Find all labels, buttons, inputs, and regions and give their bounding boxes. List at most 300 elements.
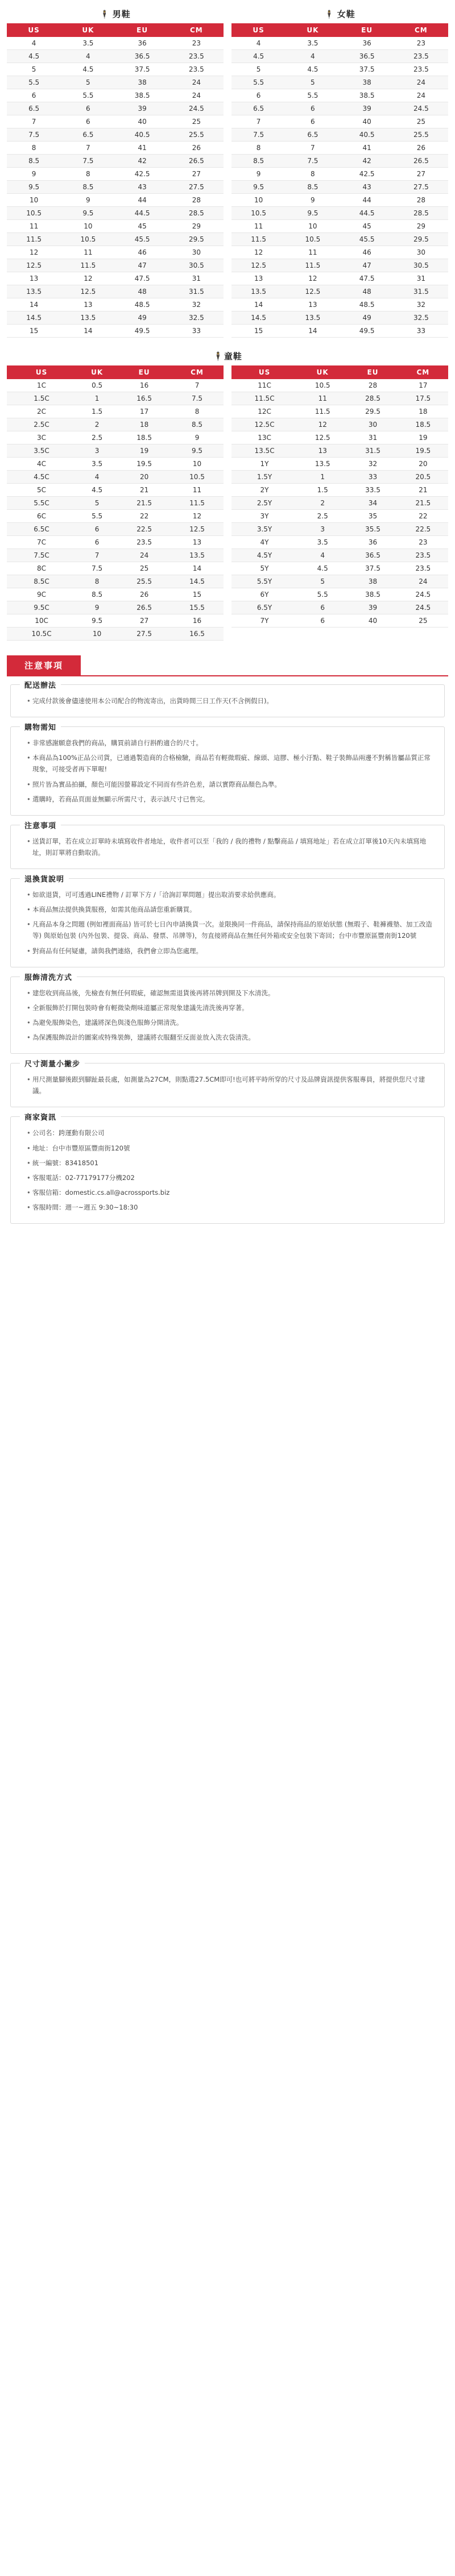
table-cell: 32 — [348, 458, 398, 471]
table-cell: 48 — [340, 285, 394, 298]
note-item: • 客服信箱：domestic.cs.all@acrossports.biz — [27, 1187, 436, 1198]
table-cell: 3Y — [231, 510, 297, 523]
table-cell: 6 — [297, 614, 348, 628]
table-cell: 4.5Y — [231, 549, 297, 562]
table-cell: 13.5 — [231, 285, 286, 298]
table-cell: 22.5 — [118, 523, 171, 536]
table-cell: 11.5 — [297, 405, 348, 418]
table-cell: 6 — [231, 89, 286, 102]
table-cell: 10C — [7, 614, 76, 628]
note-section-legend: 配送辦法 — [20, 679, 61, 690]
table-row — [7, 285, 224, 298]
table-cell: 13 — [231, 272, 286, 285]
size-guide-page — [0, 0, 455, 1250]
table-cell: 5.5 — [286, 89, 340, 102]
note-section-legend: 尺寸測量小撇步 — [20, 1058, 85, 1069]
table-cell: 1 — [76, 392, 118, 405]
column-header: UK — [286, 23, 340, 37]
table-row — [7, 102, 224, 115]
table-cell: 36 — [348, 536, 398, 549]
table-cell: 7Y — [231, 614, 297, 628]
table-row — [7, 142, 224, 155]
table-cell: 5.5 — [76, 510, 118, 523]
table-cell: 9 — [76, 601, 118, 614]
table-row — [231, 194, 448, 207]
table-cell: 45.5 — [340, 233, 394, 246]
table-cell: 19 — [118, 444, 171, 458]
table-cell: 25 — [398, 614, 448, 628]
table-cell: 23.5 — [169, 63, 224, 76]
note-item: • 本商品為100%正品公司貨，已通過製造商的合格檢驗，商品若有輕微瑕疵、線頭、這膠、極小汙點、鞋子裝飾品兩邊不對稱皆屬品質正常現象，可接受者再下單喔! — [27, 752, 436, 775]
table-cell: 19.5 — [118, 458, 171, 471]
table-cell: 10.5 — [231, 207, 286, 220]
table-cell: 46 — [115, 246, 169, 259]
table-cell: 12.5 — [61, 285, 115, 298]
table-cell: 22 — [118, 510, 171, 523]
table-cell: 22.5 — [398, 523, 448, 536]
table-cell: 22 — [398, 510, 448, 523]
table-row — [231, 392, 448, 405]
table-cell: 1.5 — [76, 405, 118, 418]
table-row — [7, 523, 224, 536]
kids-left-table-body — [7, 379, 224, 641]
table-cell: 24.5 — [169, 102, 224, 115]
table-row — [231, 63, 448, 76]
column-header: US — [7, 365, 76, 379]
table-cell: 36 — [115, 37, 169, 50]
table-cell: 8.5 — [286, 181, 340, 194]
table-row — [231, 418, 448, 431]
table-row — [7, 168, 224, 181]
table-cell: 30 — [348, 418, 398, 431]
table-row — [7, 628, 224, 641]
table-cell: 5 — [231, 63, 286, 76]
table-cell: 13 — [7, 272, 61, 285]
table-cell: 40 — [115, 115, 169, 128]
table-row — [231, 37, 448, 50]
table-row — [231, 471, 448, 484]
table-cell: 42.5 — [340, 168, 394, 181]
note-item: • 對商品有任何疑慮，請與我們連絡，我們會立即為您處理。 — [27, 945, 436, 957]
table-cell: 44.5 — [115, 207, 169, 220]
table-cell: 11.5 — [231, 233, 286, 246]
table-cell: 11.5 — [7, 233, 61, 246]
table-cell: 25 — [394, 115, 448, 128]
table-cell: 48.5 — [340, 298, 394, 311]
table-cell: 24 — [169, 76, 224, 89]
table-cell: 9.5 — [231, 181, 286, 194]
mens-table-body — [7, 37, 224, 338]
table-cell: 48.5 — [115, 298, 169, 311]
notes-heading: 注意事項 — [7, 655, 81, 675]
table-cell: 6.5 — [231, 102, 286, 115]
table-cell: 12 — [286, 272, 340, 285]
column-header: US — [231, 365, 297, 379]
note-section — [10, 1060, 445, 1107]
table-cell: 30.5 — [394, 259, 448, 272]
table-cell: 6.5 — [61, 128, 115, 142]
note-section — [10, 875, 445, 967]
table-cell: 12 — [7, 246, 61, 259]
table-cell: 2.5Y — [231, 497, 297, 510]
table-cell: 1 — [297, 471, 348, 484]
table-cell: 17 — [118, 405, 171, 418]
table-row — [231, 523, 448, 536]
table-row — [231, 431, 448, 444]
table-row — [7, 259, 224, 272]
table-cell: 38 — [348, 575, 398, 588]
table-cell: 6 — [76, 523, 118, 536]
table-cell: 8C — [7, 562, 76, 575]
table-row — [7, 155, 224, 168]
column-header: EU — [115, 23, 169, 37]
table-cell: 18.5 — [398, 418, 448, 431]
column-header: EU — [348, 365, 398, 379]
table-cell: 45 — [340, 220, 394, 233]
table-cell: 10.5 — [171, 471, 224, 484]
column-header: UK — [297, 365, 348, 379]
table-cell: 13 — [171, 536, 224, 549]
note-list — [19, 836, 436, 858]
table-cell: 9 — [171, 431, 224, 444]
table-cell: 5.5Y — [231, 575, 297, 588]
table-cell: 42.5 — [115, 168, 169, 181]
table-cell: 5.5 — [61, 89, 115, 102]
table-cell: 4.5 — [7, 50, 61, 63]
table-row — [231, 562, 448, 575]
table-cell: 11 — [297, 392, 348, 405]
table-cell: 10 — [76, 628, 118, 641]
table-cell: 16 — [118, 379, 171, 392]
table-cell: 27.5 — [394, 181, 448, 194]
note-section-legend: 注意事項 — [20, 820, 61, 830]
table-cell: 13 — [61, 298, 115, 311]
table-cell: 16 — [171, 614, 224, 628]
table-row — [231, 207, 448, 220]
table-cell: 6.5C — [7, 523, 76, 536]
table-cell: 30.5 — [169, 259, 224, 272]
table-cell: 40 — [348, 614, 398, 628]
table-row — [7, 37, 224, 50]
table-cell: 39 — [340, 102, 394, 115]
table-cell: 43 — [115, 181, 169, 194]
table-row — [7, 484, 224, 497]
table-cell: 8.5 — [61, 181, 115, 194]
table-cell: 45 — [115, 220, 169, 233]
table-cell: 37.5 — [115, 63, 169, 76]
table-cell: 4Y — [231, 536, 297, 549]
table-row — [7, 233, 224, 246]
table-cell: 13.5 — [286, 311, 340, 325]
column-header: UK — [61, 23, 115, 37]
note-section — [10, 1116, 445, 1224]
womens-table-title: 🕴 女鞋 — [324, 9, 355, 19]
table-row — [7, 220, 224, 233]
table-cell: 8.5C — [7, 575, 76, 588]
table-cell: 23 — [394, 37, 448, 50]
table-cell: 24 — [169, 89, 224, 102]
table-cell: 8.5 — [171, 418, 224, 431]
table-cell: 9 — [61, 194, 115, 207]
table-cell: 12 — [171, 510, 224, 523]
table-cell: 7.5 — [61, 155, 115, 168]
table-cell: 6Y — [231, 588, 297, 601]
table-row — [7, 536, 224, 549]
table-cell: 8.5 — [7, 155, 61, 168]
table-cell: 26.5 — [394, 155, 448, 168]
table-cell: 47.5 — [115, 272, 169, 285]
table-cell: 14.5 — [7, 311, 61, 325]
table-row — [7, 63, 224, 76]
table-row — [231, 311, 448, 325]
table-row — [231, 379, 448, 392]
table-cell: 19.5 — [398, 444, 448, 458]
table-cell: 14 — [286, 325, 340, 338]
note-item: • 送貨訂單，若在成立訂單時未填寫收件者地址，收件者可以至「我的 / 我的禮物 / 點擊商品 / 填寫地址」若在成立訂單後10天內未填寫地址，則訂單將自動取消。 — [27, 836, 436, 858]
table-cell: 11 — [171, 484, 224, 497]
table-cell: 7.5 — [231, 128, 286, 142]
note-item: • 凡商品本身之問題 (例如裡面商品) 皆可於七日內申請換貨一次。並限換同一件商品，請保持商品的原始狀態 (無瑕子、鞋褲襪墊、加工改造等) 與原始包裝 (內外包裝、提袋、商品、發票、吊牌等)，勿直接將商品在無任何外箱或安全包裝下寄回；台中市豐原區豐南街120號 — [27, 919, 436, 941]
note-section-legend: 退換貨說明 — [20, 873, 69, 884]
table-cell: 2 — [76, 418, 118, 431]
table-cell: 15 — [231, 325, 286, 338]
table-cell: 23.5 — [169, 50, 224, 63]
note-item: • 用尺測量腳後跟到腳趾最長處，如測量為27CM，則點選27.5CM即可!也可將平時所穿的尺寸及品牌資訊提供客服專員，將提供您尺寸建議。 — [27, 1074, 436, 1096]
table-cell: 16.5 — [118, 392, 171, 405]
table-cell: 28 — [394, 194, 448, 207]
table-cell: 12 — [297, 418, 348, 431]
table-cell: 9.5 — [76, 614, 118, 628]
column-header: CM — [394, 23, 448, 37]
table-cell: 5 — [76, 497, 118, 510]
table-cell: 7 — [76, 549, 118, 562]
table-cell: 6 — [286, 115, 340, 128]
table-row — [231, 601, 448, 614]
table-cell: 10.5 — [61, 233, 115, 246]
table-cell: 14.5 — [171, 575, 224, 588]
table-cell: 3.5 — [61, 37, 115, 50]
table-row — [231, 115, 448, 128]
table-cell: 3C — [7, 431, 76, 444]
table-cell: 36.5 — [115, 50, 169, 63]
table-cell: 2.5C — [7, 418, 76, 431]
note-item: • 非常感謝願意我們的商品，購買前請自行斟酌適合的尺寸。 — [27, 737, 436, 749]
table-cell: 5.5C — [7, 497, 76, 510]
table-cell: 1C — [7, 379, 76, 392]
table-row — [231, 220, 448, 233]
note-item: • 本商品無法提供換貨服務，如需其他商品請您重新購買。 — [27, 904, 436, 915]
table-cell: 33.5 — [348, 484, 398, 497]
table-cell: 29 — [169, 220, 224, 233]
table-row — [231, 272, 448, 285]
table-cell: 17 — [398, 379, 448, 392]
table-cell: 18 — [398, 405, 448, 418]
table-cell: 37.5 — [340, 63, 394, 76]
table-cell: 24 — [118, 549, 171, 562]
table-row — [7, 311, 224, 325]
table-cell: 25 — [118, 562, 171, 575]
table-cell: 4.5C — [7, 471, 76, 484]
note-list — [19, 987, 436, 1044]
table-cell: 6 — [61, 115, 115, 128]
table-cell: 42 — [340, 155, 394, 168]
table-row — [7, 272, 224, 285]
table-cell: 42 — [115, 155, 169, 168]
table-cell: 7.5 — [7, 128, 61, 142]
table-cell: 24 — [394, 89, 448, 102]
table-cell: 13.5C — [231, 444, 297, 458]
table-cell: 11.5 — [171, 497, 224, 510]
note-item: • 全新服飾於打開包裝時會有輕微染劑味道屬正常現象建議先清洗後再穿著。 — [27, 1002, 436, 1013]
table-cell: 10 — [231, 194, 286, 207]
table-cell: 4 — [231, 37, 286, 50]
table-cell: 9.5 — [286, 207, 340, 220]
table-cell: 11 — [7, 220, 61, 233]
table-row — [7, 588, 224, 601]
table-row — [231, 259, 448, 272]
notes-heading-wrap — [7, 655, 448, 676]
table-cell: 38 — [115, 76, 169, 89]
table-row — [231, 325, 448, 338]
table-row — [231, 549, 448, 562]
table-cell: 13C — [231, 431, 297, 444]
table-cell: 8 — [7, 142, 61, 155]
table-cell: 3.5 — [286, 37, 340, 50]
table-cell: 28 — [348, 379, 398, 392]
table-row — [231, 484, 448, 497]
table-cell: 9 — [231, 168, 286, 181]
table-row — [7, 575, 224, 588]
table-cell: 12.5 — [171, 523, 224, 536]
table-row — [231, 536, 448, 549]
table-row — [231, 181, 448, 194]
table-cell: 2C — [7, 405, 76, 418]
table-cell: 15 — [7, 325, 61, 338]
table-row — [7, 207, 224, 220]
table-cell: 4.5 — [297, 562, 348, 575]
table-cell: 4 — [61, 50, 115, 63]
table-cell: 10 — [171, 458, 224, 471]
table-cell: 31 — [394, 272, 448, 285]
table-cell: 36.5 — [348, 549, 398, 562]
table-cell: 36 — [340, 37, 394, 50]
column-header: EU — [118, 365, 171, 379]
column-header: EU — [340, 23, 394, 37]
note-item: • 統一編號：83418501 — [27, 1157, 436, 1169]
note-list — [19, 889, 436, 957]
table-cell: 29.5 — [394, 233, 448, 246]
table-cell: 27 — [394, 168, 448, 181]
table-cell: 30 — [169, 246, 224, 259]
table-cell: 45.5 — [115, 233, 169, 246]
mens-size-table — [7, 23, 224, 338]
person-icon: 🕴 — [100, 10, 110, 19]
table-cell: 5 — [297, 575, 348, 588]
note-section — [10, 684, 445, 717]
notes-sections — [7, 684, 448, 1224]
table-cell: 12.5 — [231, 259, 286, 272]
table-row — [231, 142, 448, 155]
table-cell: 0.5 — [76, 379, 118, 392]
table-cell: 4.5 — [76, 484, 118, 497]
note-item: • 地址：台中市豐原區豐南街120號 — [27, 1142, 436, 1154]
table-cell: 12 — [61, 272, 115, 285]
table-cell: 10 — [286, 220, 340, 233]
column-header: US — [231, 23, 286, 37]
table-cell: 43 — [340, 181, 394, 194]
table-cell: 7.5 — [171, 392, 224, 405]
table-cell: 8 — [286, 168, 340, 181]
table-cell: 25 — [169, 115, 224, 128]
table-cell: 25.5 — [169, 128, 224, 142]
table-cell: 23.5 — [398, 549, 448, 562]
kids-size-table-left — [7, 365, 224, 641]
column-header: US — [7, 23, 61, 37]
table-cell: 40.5 — [340, 128, 394, 142]
table-header-row — [7, 23, 224, 37]
table-cell: 18 — [118, 418, 171, 431]
table-cell: 9 — [286, 194, 340, 207]
table-cell: 9.5C — [7, 601, 76, 614]
table-cell: 6 — [7, 89, 61, 102]
table-row — [231, 405, 448, 418]
table-cell: 10.5 — [297, 379, 348, 392]
note-item: • 為避免服飾染色，建議將深色與淺色服飾分開清洗。 — [27, 1017, 436, 1028]
table-cell: 35.5 — [348, 523, 398, 536]
table-row — [231, 102, 448, 115]
table-cell: 4.5 — [61, 63, 115, 76]
column-header: CM — [171, 365, 224, 379]
table-cell: 5Y — [231, 562, 297, 575]
table-cell: 27.5 — [118, 628, 171, 641]
table-cell: 11.5 — [61, 259, 115, 272]
table-cell: 5 — [7, 63, 61, 76]
table-cell: 8.5 — [76, 588, 118, 601]
note-list — [19, 1074, 436, 1096]
table-row — [7, 76, 224, 89]
table-cell: 12C — [231, 405, 297, 418]
table-cell: 23.5 — [398, 562, 448, 575]
table-cell: 35 — [348, 510, 398, 523]
table-cell: 49.5 — [340, 325, 394, 338]
table-cell: 3 — [76, 444, 118, 458]
table-row — [7, 444, 224, 458]
table-cell: 44 — [115, 194, 169, 207]
table-cell: 4C — [7, 458, 76, 471]
table-cell: 10 — [61, 220, 115, 233]
table-row — [231, 285, 448, 298]
table-cell: 33 — [394, 325, 448, 338]
table-cell: 7.5 — [76, 562, 118, 575]
table-cell: 3 — [297, 523, 348, 536]
kids-size-table-right-block — [231, 365, 448, 641]
note-section-legend: 服飾清洗方式 — [20, 971, 77, 982]
table-cell: 26.5 — [169, 155, 224, 168]
table-row — [231, 233, 448, 246]
table-cell: 47 — [340, 259, 394, 272]
table-cell: 23.5 — [394, 50, 448, 63]
table-cell: 8 — [61, 168, 115, 181]
table-cell: 13.5 — [61, 311, 115, 325]
table-cell: 15 — [171, 588, 224, 601]
table-row — [7, 431, 224, 444]
table-header-row — [7, 365, 224, 379]
table-cell: 12.5 — [7, 259, 61, 272]
table-cell: 2.5 — [297, 510, 348, 523]
table-cell: 14.5 — [231, 311, 286, 325]
table-cell: 5 — [286, 76, 340, 89]
table-cell: 49.5 — [115, 325, 169, 338]
